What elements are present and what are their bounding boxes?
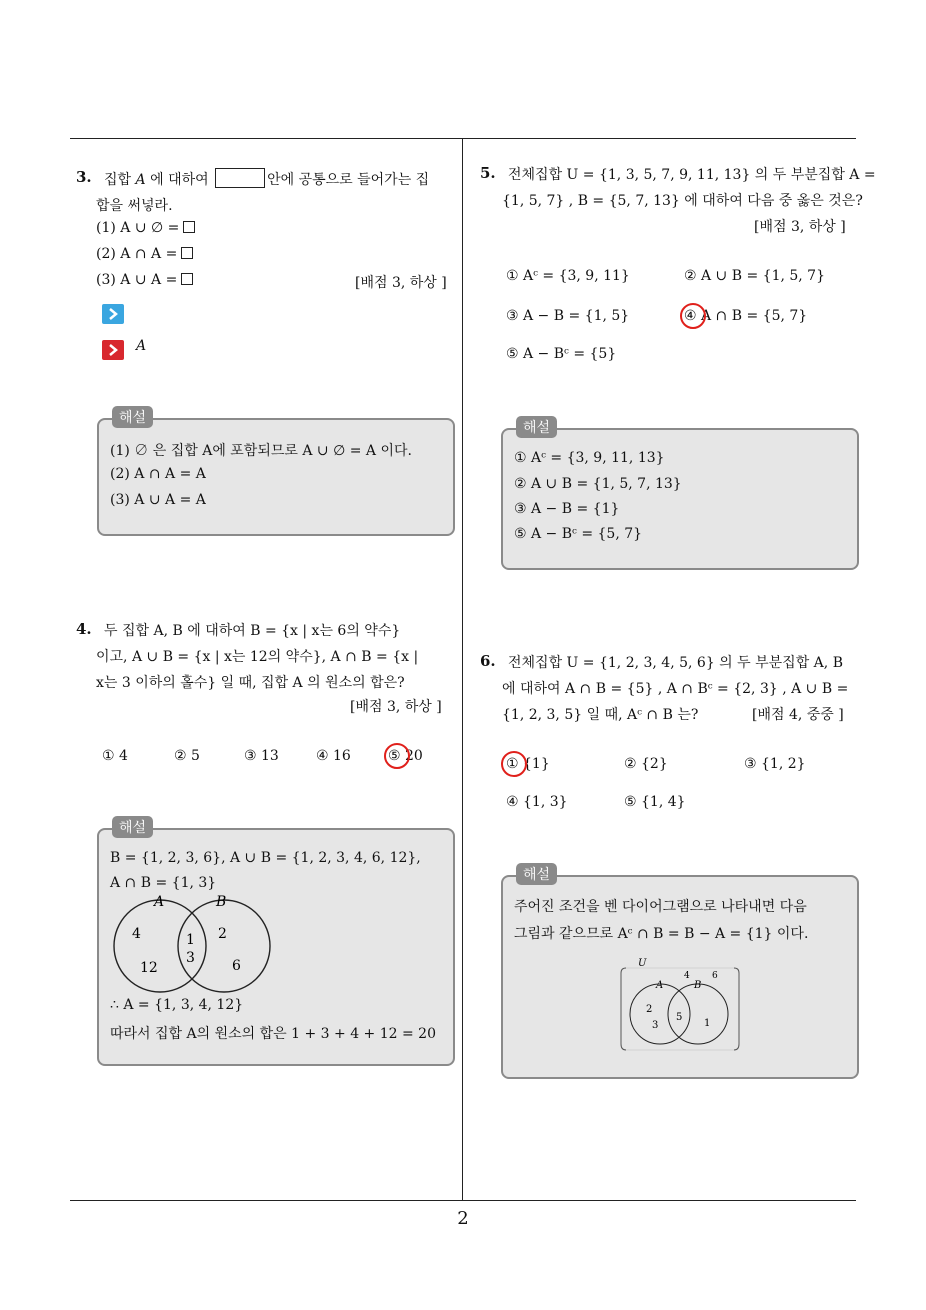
answer-option[interactable]: ② {2} [624, 756, 668, 772]
blank-square-icon [183, 221, 195, 233]
venn-value: 4 [132, 926, 141, 942]
explanation-line: ① Aᶜ = {3, 9, 11, 13} [514, 450, 665, 466]
question-text-line: 두 집합 A, B 에 대하여 B = {x | x는 6의 약수} [104, 623, 401, 639]
question-text-line: 집합 A 에 대하여 안에 공통으로 들어가는 집 [104, 168, 429, 189]
venn-value: 3 [186, 950, 195, 966]
question-text-line: x는 3 이하의 홀수} 일 때, 집합 A 의 원소의 합은? [96, 675, 405, 691]
blank-square-icon [181, 247, 193, 259]
explanation-line: (2) A ∩ A = A [110, 466, 206, 482]
answer-text: A [136, 338, 147, 354]
explanation-tag: 해설 [112, 816, 153, 838]
chevron-right-icon[interactable] [102, 304, 124, 324]
selected-answer-mark [501, 751, 527, 777]
question-text-line: {1, 5, 7} , B = {5, 7, 13} 에 대하여 다음 중 옳은 것은? [502, 193, 863, 209]
explanation-tag: 해설 [516, 416, 557, 438]
answer-option[interactable]: ③ {1, 2} [744, 756, 806, 772]
chevron-right-icon[interactable] [102, 340, 124, 360]
answer-option[interactable]: ⑤ {1, 4} [624, 794, 686, 810]
question-text-line: 전체집합 U = {1, 3, 5, 7, 9, 11, 13} 의 두 부분집합 A = [508, 167, 876, 183]
answer-option[interactable]: ④ {1, 3} [506, 794, 568, 810]
venn-label-a: A [656, 980, 664, 991]
explanation-line: (1) ∅ 은 집합 A에 포함되므로 A ∪ ∅ = A 이다. [110, 443, 412, 459]
explanation-line: (3) A ∪ A = A [110, 492, 206, 508]
explanation-tag: 해설 [112, 406, 153, 428]
universe-bracket-right [734, 968, 739, 1050]
explanation-line: A ∩ B = {1, 3} [110, 875, 217, 891]
answer-option[interactable]: ⑤ 20 [388, 748, 423, 764]
question-text-line: 전체집합 U = {1, 2, 3, 4, 5, 6} 의 두 부분집합 A, B [508, 655, 843, 671]
blank-box [215, 168, 265, 188]
venn-value: 2 [218, 926, 227, 942]
score-label: [배점 4, 중중 ] [752, 707, 844, 723]
venn-label-universe: U [638, 958, 647, 969]
question-text-line: 에 대하여 A ∩ B = {5} , A ∩ Bᶜ = {2, 3} , A ∪ B = [502, 681, 849, 697]
venn-label-b: B [694, 980, 702, 991]
question-number: 6. [480, 652, 496, 670]
explanation-line: 주어진 조건을 벤 다이어그램으로 나타내면 다음 [514, 899, 807, 915]
answer-option[interactable]: ① {1} [506, 756, 550, 772]
blank-square-icon [181, 273, 193, 285]
explanation-line: ② A ∪ B = {1, 5, 7, 13} [514, 476, 682, 492]
answer-option[interactable]: ③ 13 [244, 748, 279, 764]
venn-value: 4 [684, 971, 690, 981]
explanation-line: ⑤ A − Bᶜ = {5, 7} [514, 526, 643, 542]
explanation-line: 그림과 같으므로 Aᶜ ∩ B = B − A = {1} 이다. [514, 926, 809, 942]
answer-option[interactable]: ④ A ∩ B = {5, 7} [684, 308, 808, 324]
question-number: 4. [76, 620, 92, 638]
score-label: [배점 3, 하상 ] [350, 699, 442, 715]
question-text-line: {1, 2, 3, 5} 일 때, Aᶜ ∩ B 는? [502, 707, 699, 723]
venn-value: 3 [652, 1020, 659, 1031]
question-text-line: 합을 써넣라. [96, 198, 173, 214]
question-number: 5. [480, 164, 496, 182]
venn-value: 6 [712, 971, 718, 981]
venn-value: 2 [646, 1004, 653, 1015]
score-label: [배점 3, 하상 ] [754, 219, 846, 235]
answer-option[interactable]: ④ 16 [316, 748, 351, 764]
venn-diagram [618, 958, 742, 1056]
venn-value: 1 [186, 932, 195, 948]
column-divider [462, 138, 463, 1200]
top-rule [70, 138, 856, 139]
answer-option[interactable]: ① 4 [102, 748, 128, 764]
page-number: 2 [457, 1208, 469, 1229]
venn-value: 12 [140, 960, 158, 976]
answer-option[interactable]: ① Aᶜ = {3, 9, 11} [506, 268, 630, 284]
answer-option[interactable]: ⑤ A − Bᶜ = {5} [506, 346, 617, 362]
selected-answer-mark [384, 743, 410, 769]
venn-diagram [104, 892, 284, 998]
answer-option[interactable]: ② A ∪ B = {1, 5, 7} [684, 268, 825, 284]
venn-value: 1 [704, 1018, 711, 1029]
venn-label-a: A [154, 894, 165, 910]
sub-item: (2) A ∩ A = [96, 246, 193, 262]
venn-value: 5 [676, 1012, 683, 1023]
explanation-line: ∴ A = {1, 3, 4, 12} [110, 997, 244, 1013]
question-number: 3. [76, 168, 92, 186]
sub-item: (1) A ∪ ∅ = [96, 220, 195, 236]
explanation-line: B = {1, 2, 3, 6}, A ∪ B = {1, 2, 3, 4, 6, 12}, [110, 850, 421, 866]
selected-answer-mark [680, 303, 706, 329]
sub-item: (3) A ∪ A = [96, 272, 193, 288]
explanation-tag: 해설 [516, 863, 557, 885]
bottom-rule [70, 1200, 856, 1201]
venn-value: 6 [232, 958, 241, 974]
explanation-line: ③ A − B = {1} [514, 501, 620, 517]
explanation-line: 따라서 집합 A의 원소의 합은 1 + 3 + 4 + 12 = 20 [110, 1026, 436, 1042]
score-label: [배점 3, 하상 ] [355, 275, 447, 291]
question-text-line: 이고, A ∪ B = {x | x는 12의 약수}, A ∩ B = {x | [96, 649, 419, 665]
universe-bracket-left [621, 968, 626, 1050]
answer-option[interactable]: ② 5 [174, 748, 200, 764]
answer-option[interactable]: ③ A − B = {1, 5} [506, 308, 630, 324]
venn-label-b: B [216, 894, 227, 910]
